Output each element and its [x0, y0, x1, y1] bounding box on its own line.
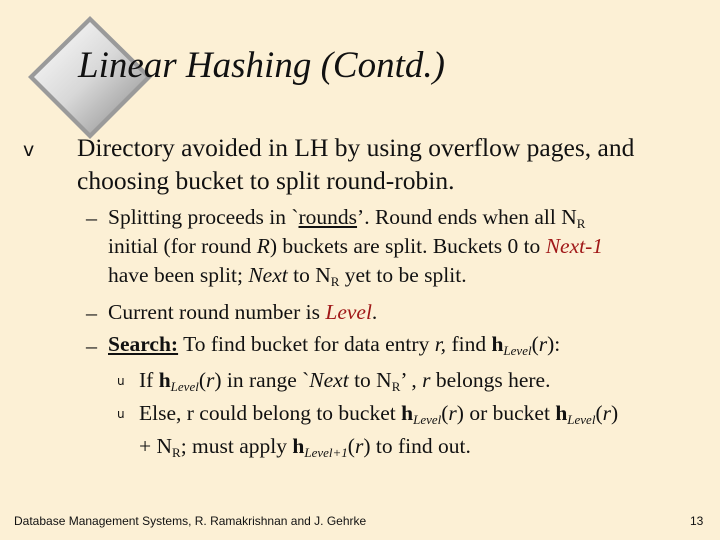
subsub-bullet-else: Else, r could belong to bucket $h_{Level}(r)$ or bucket $h_{Level}(r)$ + $N_R$; must apply $h_{Level+1}(r)$ to find out. [139, 401, 619, 460]
bullet-marker: v [23, 139, 35, 161]
sub-bullet-splitting: Splitting proceeds in `rounds’. Round ends when all $N_R$ initial (for round R) buckets are split. Buckets 0 to Next-1 have been split; Next to $N_R$ yet to be split. [108, 205, 603, 289]
sub-bullet-round: Current round number is Level. [108, 300, 378, 324]
dash-marker: – [86, 333, 97, 358]
slide-title: Linear Hashing (Contd.) [78, 45, 445, 86]
main-bullet-text: Directory avoided in LH by using overflow pages, and choosing bucket to split round-robin. [77, 133, 635, 195]
sub-bullet-search: Search: To find bucket for data entry r, find $h_{Level}(r)$: [108, 332, 561, 358]
dash-marker: – [86, 300, 97, 325]
u-marker: u [117, 407, 125, 421]
u-marker: u [117, 374, 125, 388]
dash-marker: – [86, 205, 97, 230]
subsub-bullet-if: If $h_{Level}(r)$ in range `Next to $N_R$’ , r belongs here. [139, 368, 551, 394]
footer-citation: Database Management Systems, R. Ramakrishnan and J. Gehrke [14, 514, 367, 528]
page-number: 13 [690, 514, 704, 528]
